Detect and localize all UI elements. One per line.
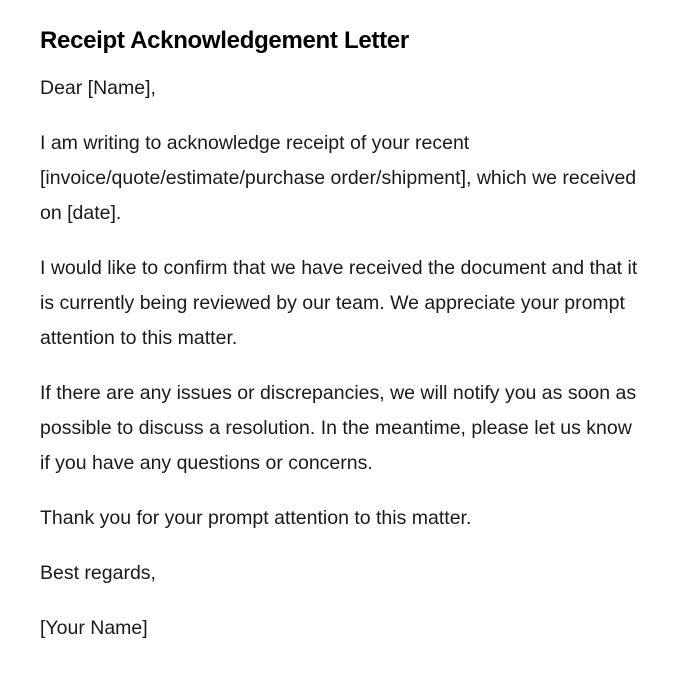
letter-paragraph-review: I would like to confirm that we have received the document and that it is currently being reviewed by our team. We appreciate your prompt attention to this matter. [40,257,638,349]
letter-title: Receipt Acknowledgement Letter [40,27,409,54]
letter-greeting: Dear [Name], [40,77,156,99]
letter-paragraph-receipt: I am writing to acknowledge receipt of your recent [invoice/quote/estimate/purchase order/shipment], which we received on [date]. [40,132,637,224]
letter-paragraph-thanks: Thank you for your prompt attention to this matter. [40,507,472,529]
letter-sign-off: Best regards, [40,562,156,584]
letter-signature: [Your Name] [40,617,148,639]
letter-paragraph-issues: If there are any issues or discrepancies, we will notify you as soon as possible to discuss a resolution. In the meantime, please let us know if you have any questions or concerns. [40,382,637,474]
